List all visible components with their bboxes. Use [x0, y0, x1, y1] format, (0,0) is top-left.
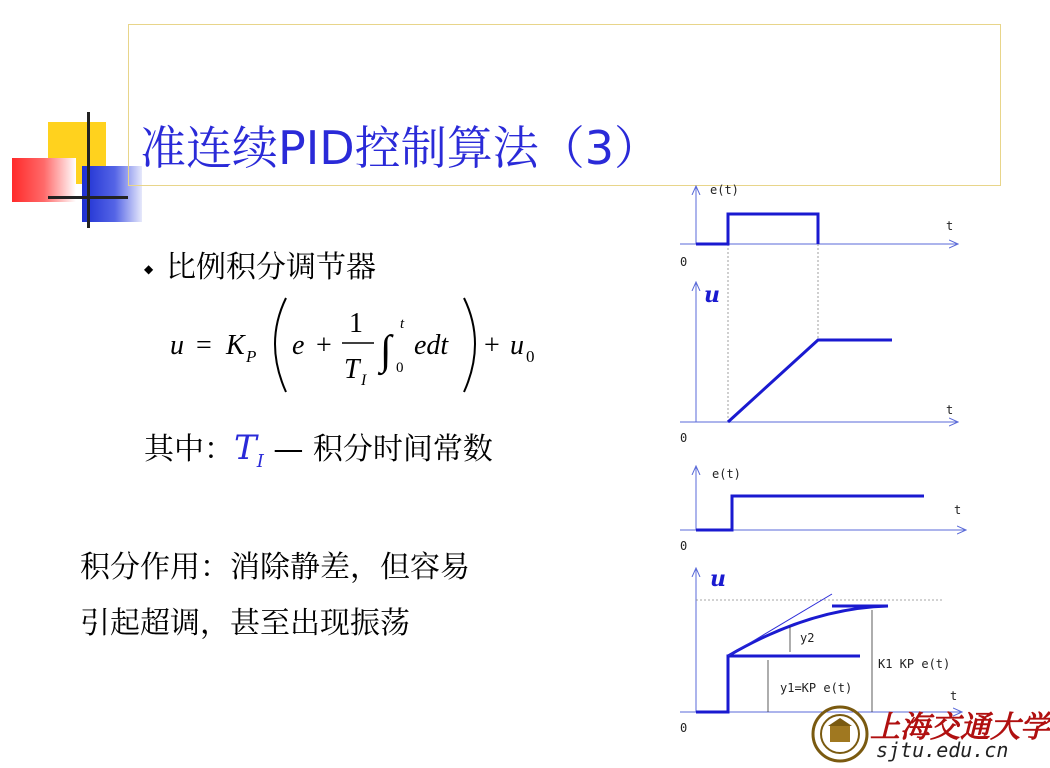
slide-title: 准连续PID控制算法（3） — [140, 121, 660, 175]
formula-eq: = — [196, 330, 212, 361]
k-label: K1 KP e(t) — [878, 657, 951, 671]
graph4-u-label: u — [710, 566, 726, 592]
formula-plus: + — [316, 330, 332, 361]
bullet-text: 比例积分调节器 — [166, 250, 376, 285]
graph1-zero: 0 — [680, 255, 688, 269]
formula-ti-sub: I — [361, 372, 367, 389]
graph2-ramp — [728, 340, 892, 422]
formula-integrand: edt — [414, 330, 449, 361]
formula-one: 1 — [349, 308, 363, 339]
where-symbol-letter: T — [234, 428, 257, 468]
bullet-diamond-icon: ◆ — [144, 262, 154, 276]
formula-int-upper: t — [400, 316, 405, 332]
where-line — [144, 424, 493, 472]
graph3-step — [696, 496, 924, 530]
university-url: sjtu.edu.cn — [876, 738, 1009, 762]
response-graphs — [640, 176, 1024, 768]
graph2-zero: 0 — [680, 431, 688, 445]
formula-right-paren — [464, 298, 475, 392]
formula-int-lower: 0 — [396, 360, 404, 376]
formula-ti: T — [344, 354, 360, 385]
decor-vertical-line — [87, 112, 90, 228]
formula-kp: K — [226, 330, 245, 361]
where-suffix: — 积分时间常数 — [263, 432, 493, 467]
graph4-t-label: t — [950, 689, 958, 703]
formula-u0-sub: 0 — [526, 347, 535, 366]
formula-u: u — [170, 330, 184, 361]
graph2-t-label: t — [946, 403, 954, 417]
university-name: 上海交通大学 — [870, 710, 1050, 745]
where-symbol — [234, 428, 264, 472]
graph3-t-label: t — [954, 503, 962, 517]
graph4-zero: 0 — [680, 721, 688, 735]
pi-formula — [168, 288, 558, 398]
effect-line-2: 引起超调，甚至出现振荡 — [80, 606, 410, 641]
graph3-zero: 0 — [680, 539, 688, 553]
effect-line-1: 积分作用：消除静差，但容易 — [80, 550, 470, 585]
graph1-e-label: e(t) — [710, 183, 739, 197]
graph1-pulse — [696, 214, 818, 244]
decor-horizontal-line — [48, 196, 128, 199]
university-seal-icon — [810, 704, 870, 764]
y1-label: y1=KP e(t) — [780, 681, 853, 695]
where-symbol-sub: I — [256, 450, 264, 472]
y2-label: y2 — [800, 631, 815, 645]
where-prefix: 其中： — [144, 432, 234, 467]
formula-left-paren — [275, 298, 286, 392]
graph3-e-label: e(t) — [712, 467, 741, 481]
graph1-t-label: t — [946, 219, 954, 233]
formula-plus2: + — [484, 330, 500, 361]
graph2-u-label: u — [704, 282, 720, 308]
formula-u0: u — [510, 330, 524, 361]
graph4-tangent — [728, 594, 832, 656]
formula-e: e — [292, 330, 305, 361]
formula-kp-sub: P — [246, 347, 257, 366]
formula-integral-sign: ∫ — [380, 328, 392, 374]
university-logo — [806, 700, 1050, 768]
